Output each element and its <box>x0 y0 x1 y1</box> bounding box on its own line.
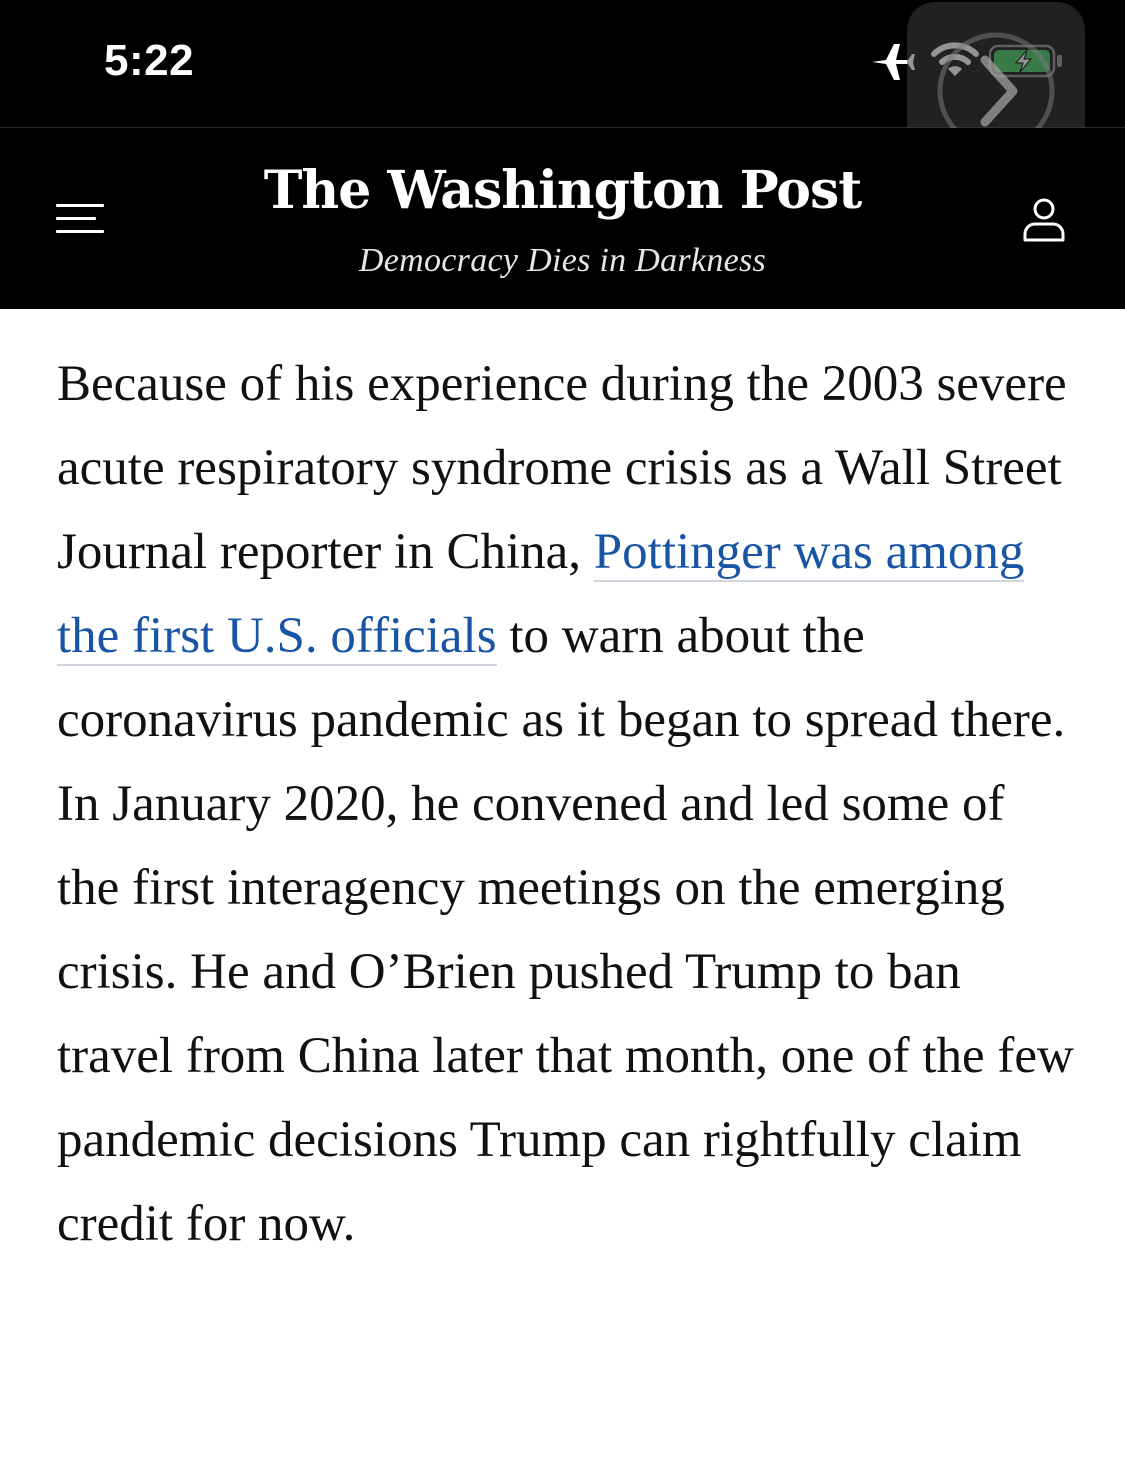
article-paragraph <box>57 342 1077 1266</box>
site-logo[interactable]: The Washington Post <box>263 160 862 221</box>
article-link[interactable]: Pottinger was among the first U.S. officials <box>57 524 1025 664</box>
paragraph-text-end: to warn about the coronavirus pandemic as it began to spread there. In January 2020, he convened and led some of the first interagency meetings on the emerging crisis. He and O’Brien pushed Trump to ban travel from China later that month, one of the few pandemic decisions Trump can rightfully claim credit for now. <box>57 608 1074 1252</box>
profile-icon[interactable] <box>1020 196 1068 244</box>
article-body <box>57 342 1077 1266</box>
paragraph-text-start: Because of his experience during the 2003 severe acute respiratory syndrome crisis as a Wall Street Journal reporter in China, <box>57 356 1067 580</box>
site-tagline: Democracy Dies in Darkness <box>358 242 767 279</box>
status-bar <box>0 0 1125 128</box>
status-time: 5:22 <box>104 36 195 85</box>
